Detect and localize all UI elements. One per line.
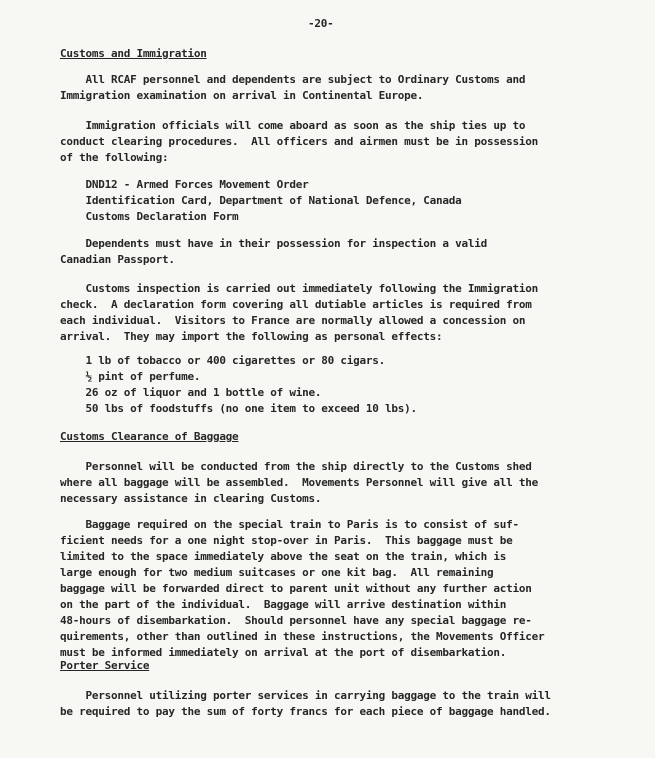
list-item: Identification Card, Department of National Defence, Canada: [60, 194, 462, 207]
text-line: of the following:: [60, 151, 169, 164]
paragraph: [60, 72, 640, 104]
text-line: arrival. They may import the following as personal effects:: [60, 330, 443, 343]
personal-effects-list: [60, 353, 640, 417]
paragraph: [60, 517, 640, 661]
list-item: DND12 - Armed Forces Movement Order: [60, 178, 309, 191]
text-line: check. A declaration form covering all dutiable articles is required from: [60, 298, 532, 311]
text-line: baggage will be forwarded direct to parent unit without any further action: [60, 582, 532, 595]
text-line: Personnel utilizing porter services in carrying baggage to the train will: [60, 689, 551, 702]
text-line: each individual. Visitors to France are normally allowed a concession on: [60, 314, 526, 327]
text-line: limited to the space immediately above the seat on the train, which is: [60, 550, 507, 563]
text-line: on the part of the individual. Baggage will arrive destination within: [60, 598, 507, 611]
list-item: 50 lbs of foodstuffs (no one item to exceed 10 lbs).: [60, 402, 417, 415]
text-line: must be informed immediately on arrival at the port of disembarkation.: [60, 646, 507, 659]
list-item: 26 oz of liquor and 1 bottle of wine.: [60, 386, 322, 399]
text-line: Dependents must have in their possession for inspection a valid: [60, 237, 487, 250]
paragraph: [60, 688, 640, 720]
text-line: be required to pay the sum of forty francs for each piece of baggage handled.: [60, 705, 551, 718]
paragraph: [60, 118, 640, 166]
paragraph: [60, 236, 640, 268]
page-number: -20-: [308, 17, 334, 30]
text-line: conduct clearing procedures. All officers and airmen must be in possession: [60, 135, 538, 148]
text-line: large enough for two medium suitcases or one kit bag. All remaining: [60, 566, 494, 579]
text-line: Baggage required on the special train to Paris is to consist of suf-: [60, 518, 519, 531]
list-item: Customs Declaration Form: [60, 210, 239, 223]
text-line: 48-hours of disembarkation. Should personnel have any special baggage re-: [60, 614, 532, 627]
list-item: 1 lb of tobacco or 400 cigarettes or 80 cigars.: [60, 354, 386, 367]
text-line: where all baggage will be assembled. Movements Personnel will give all the: [60, 476, 538, 489]
text-line: Immigration examination on arrival in Continental Europe.: [60, 89, 424, 102]
text-line: Immigration officials will come aboard as soon as the ship ties up to: [60, 119, 526, 132]
section-heading-customs-immigration: Customs and Immigration: [60, 47, 207, 60]
text-line: All RCAF personnel and dependents are subject to Ordinary Customs and: [60, 73, 526, 86]
paragraph: [60, 459, 640, 507]
text-line: necessary assistance in clearing Customs.: [60, 492, 322, 505]
document-list: [60, 177, 640, 225]
text-line: Customs inspection is carried out immediately following the Immigration: [60, 282, 538, 295]
text-line: quirements, other than outlined in these instructions, the Movements Officer: [60, 630, 545, 643]
list-item: ½ pint of perfume.: [60, 370, 201, 383]
text-line: Canadian Passport.: [60, 253, 175, 266]
text-line: ficient needs for a one night stop-over in Paris. This baggage must be: [60, 534, 513, 547]
section-heading-baggage-clearance: Customs Clearance of Baggage: [60, 430, 239, 443]
text-line: Personnel will be conducted from the ship directly to the Customs shed: [60, 460, 532, 473]
section-heading-porter-service: Porter Service: [60, 659, 150, 672]
paragraph: [60, 281, 640, 345]
